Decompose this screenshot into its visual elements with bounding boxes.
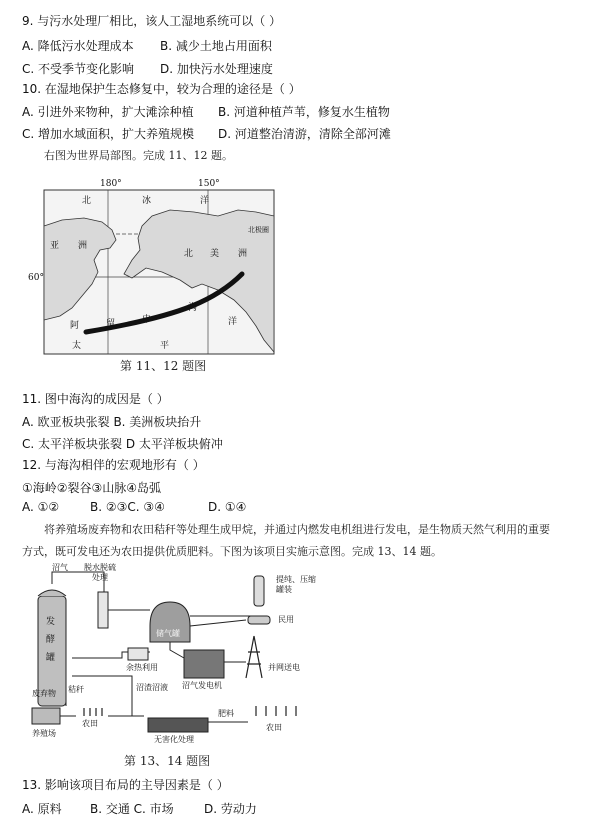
q10-option-c: C. 增加水域面积，扩大养殖规模 (22, 127, 195, 141)
map-label-zhou-asia: 洲 (78, 241, 88, 251)
farm-label: 养殖场 (32, 729, 56, 738)
harmless-label: 无害化处理 (154, 735, 194, 744)
map-intro: 右图为世界局部图。完成 11、12 题。 (44, 149, 233, 162)
map-label-yang-s: 洋 (228, 317, 238, 327)
map-label-bei: 北 (82, 196, 92, 206)
map-label-bei-am: 北 (184, 249, 194, 259)
q11-options-cd: C. 太平洋板块张裂 D 太平洋板块俯冲 (22, 437, 223, 451)
map-label-ping: 平 (160, 341, 170, 351)
map-label-gou: 沟 (188, 303, 198, 313)
bottling-label-2: 罐装 (276, 585, 292, 594)
harmless-treatment-pool (148, 718, 208, 732)
map-label-zhou-am: 洲 (238, 249, 248, 259)
grid-label: 并网送电 (268, 663, 300, 672)
q9-option-b: B. 减少土地占用面积 (160, 39, 272, 53)
field-label-left: 农田 (82, 719, 98, 728)
biogas-svg (32, 563, 332, 750)
q12-option-a: A. ①② (22, 500, 60, 514)
q10-option-a: A. 引进外来物种，扩大滩涂种植 (22, 105, 194, 119)
livestock-farm (32, 708, 60, 724)
generator-label: 沼气发电机 (182, 681, 222, 690)
biogas-intro-1: 将养殖场废弃物和农田秸秆等处理生成甲烷，并通过内燃发电机组进行发电，是生物质天然气利用的重要 (44, 523, 550, 536)
desulfur-label: 脱水脱硫 (84, 563, 116, 572)
q9-stem: 9. 与污水处理厂相比，该人工湿地系统可以（ ） (22, 14, 282, 28)
map-label-tai: 太 (72, 341, 82, 351)
q13-option-a: A. 原料 (22, 802, 62, 816)
q13-option-bc: B. 交通 C. 市场 (90, 802, 174, 816)
map-label-bing: 冰 (142, 196, 152, 206)
lat-60-label: 60° (28, 273, 44, 283)
field-plants-left (84, 708, 102, 716)
civil-label: 民用 (278, 615, 294, 624)
lon-180-label: 180° (100, 179, 122, 189)
world-map-figure (28, 176, 278, 380)
field-label-right: 农田 (266, 723, 282, 732)
q9-option-d: D. 加快污水处理速度 (160, 62, 273, 76)
q13-option-d: D. 劳动力 (204, 802, 257, 816)
q12-items: ①海岭②裂谷③山脉④岛弧 (22, 481, 162, 495)
slurry-label: 沼渣沼液 (136, 683, 168, 692)
field-plants-right (256, 706, 296, 716)
map-caption: 第 11、12 题图 (120, 359, 207, 373)
q9-option-c: C. 不受季节变化影响 (22, 62, 135, 76)
arctic-circle-label: 北极圈 (248, 226, 269, 234)
map-svg (28, 176, 278, 376)
q12-stem: 12. 与海沟相伴的宏观地形有（ ） (22, 458, 205, 472)
q11-stem: 11. 图中海沟的成因是（ ） (22, 392, 169, 406)
gas-tank-label: 储气罐 (156, 629, 180, 638)
map-label-a: 阿 (70, 321, 80, 331)
desulfur-column (98, 592, 108, 628)
biogas-label: 沼气 (52, 563, 68, 572)
bottling-label: 提纯、压缩 (276, 575, 316, 584)
heat-label: 余热利用 (126, 663, 158, 672)
grid-pylon (246, 636, 262, 678)
waste-label: 废弃物 (32, 689, 56, 698)
svg-text:罐: 罐 (46, 653, 56, 663)
q12-option-d: D. ①④ (208, 500, 247, 514)
q9-option-a: A. 降低污水处理成本 (22, 39, 134, 53)
civil-use-car (248, 616, 270, 624)
map-label-yang: 洋 (200, 196, 210, 206)
ferment-label-1: 发 (46, 617, 56, 627)
biogas-generator (184, 650, 224, 678)
q11-options-ab: A. 欧亚板块张裂 B. 美洲板块抬升 (22, 415, 202, 429)
gas-bottle (254, 576, 264, 606)
q10-option-b: B. 河道种植芦苇，修复水生植物 (218, 105, 390, 119)
straw-label: 秸秆 (68, 685, 84, 694)
q13-stem: 13. 影响该项目布局的主导因素是（ ） (22, 778, 229, 792)
lon-150-label: 150° (198, 179, 220, 189)
fertilizer-label: 肥料 (218, 709, 234, 718)
svg-text:酵: 酵 (46, 635, 56, 645)
biogas-intro-2: 方式，既可发电还为农田提供优质肥料。下图为该项目实施示意图。完成 13、14 题。 (22, 545, 442, 558)
desulfur-label-2: 处理 (92, 573, 108, 582)
map-label-ya: 亚 (50, 241, 60, 251)
q12-option-bc: B. ②③C. ③④ (90, 500, 165, 514)
map-label-shen: 申 (142, 315, 152, 325)
q10-stem: 10. 在湿地保护生态修复中，较为合理的途径是（ ） (22, 82, 301, 96)
diagram-caption: 第 13、14 题图 (124, 754, 211, 768)
biogas-diagram-figure (32, 563, 332, 754)
q10-option-d: D. 河道整治清游，清除全部河滩 (218, 127, 391, 141)
map-label-mei: 美 (210, 249, 220, 259)
map-label-liu: 留 (106, 319, 116, 329)
